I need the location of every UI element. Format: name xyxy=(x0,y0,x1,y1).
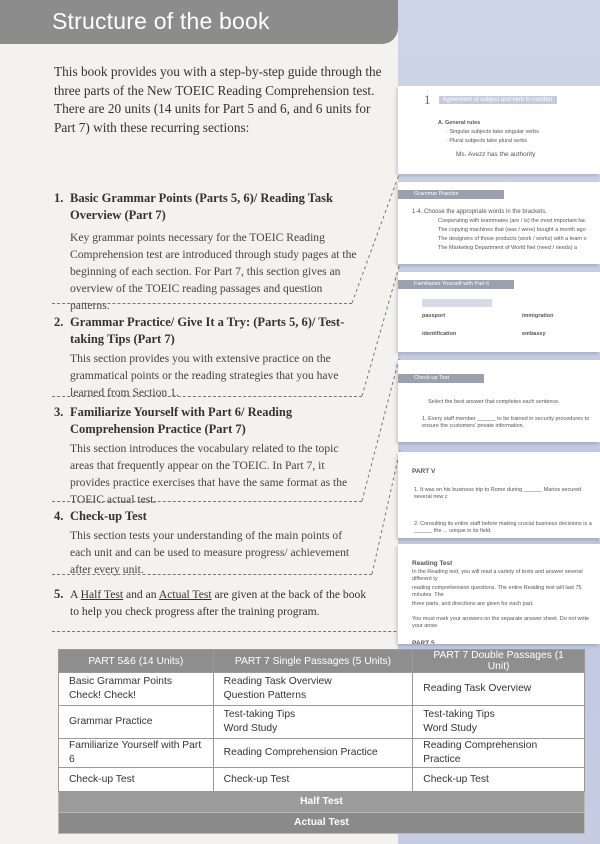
thumb-bar: Check-up Test xyxy=(398,374,484,383)
thumb-text: three parts, and directions are given for each part. xyxy=(412,601,534,607)
table-header: PART 5&6 (14 Units) xyxy=(59,650,214,673)
thumb-text: 1. Every staff member ______ to be trained in security procedures to ensure the customers' private information. xyxy=(422,416,590,429)
thumbnail-half-test xyxy=(398,452,600,538)
thumb-text: · Plural subjects take plural verbs xyxy=(446,138,528,144)
thumb-text: 1. It was on his business trip to Rome during ______ Marios secured several new c xyxy=(414,487,582,500)
table-cell: Reading Comprehension Practice xyxy=(413,739,585,768)
table-row-half-test xyxy=(59,792,585,813)
table-cell: Check-up Test xyxy=(213,768,413,792)
thumbnail-familiarize xyxy=(398,272,600,352)
table-cell: Reading Comprehension Practice xyxy=(213,739,413,768)
thumb-unit-number: 1 xyxy=(424,92,431,107)
intro-paragraph: This book provides you with a step-by-step guide through the three parts of the New TOEIC Reading Comprehension test. There are 20 units (14 units for Part 5 and 6, and 6 units for Part 7) with these recurring sections: xyxy=(54,64,382,135)
section-heading: Familiarize Yourself with Part 6/ Reading Comprehension Practice (Part 7) xyxy=(70,405,293,436)
table-cell: Check-up Test xyxy=(59,768,214,792)
section-heading: Basic Grammar Points (Parts 5, 6)/ Reading Task Overview (Part 7) xyxy=(70,191,333,222)
table-cell: Familiarize Yourself with Part 6 xyxy=(59,739,214,768)
thumb-heading: Agreement of subject and verb in number xyxy=(439,96,557,104)
thumb-text: Select the best answer that completes each sentence. xyxy=(428,399,560,405)
thumb-text: In the Reading test, you will read a variety of texts and answer several different ty xyxy=(412,569,583,582)
connector-line xyxy=(362,263,400,396)
table-row xyxy=(59,768,585,792)
thumb-text: 2. Consulting its entire staff before making crucial business decisions is a ______ the ... unique in its field. xyxy=(414,521,592,534)
section-body: This section introduces the vocabulary related to the topic areas that frequently appear on the TOEIC. In Part 7, it provides practice exercises that have the same format as the TOEIC actual test. xyxy=(70,442,348,506)
section-body: Key grammar points necessary for the TOEIC Reading Comprehension test are introduced through study pages at the beginning of each section. For Part 7, this section gives an overview of the TOEIC reading passages and question patterns. xyxy=(70,231,357,312)
actual-test-cell: Actual Test xyxy=(59,813,585,834)
thumbnail-checkup xyxy=(398,360,600,442)
table-header: PART 7 Double Passages (1 Unit) xyxy=(413,650,585,673)
structure-table xyxy=(58,649,585,834)
section-number: 1. xyxy=(54,191,64,205)
thumb-text: You must mark your answers on the separate answer sheet. Do not write your answ xyxy=(412,616,590,629)
table-row-actual-test xyxy=(59,813,585,834)
thumb-bar: Familiarize Yourself with Part 6 xyxy=(398,280,514,289)
table-row xyxy=(59,673,585,706)
section-number: 3. xyxy=(54,405,64,419)
thumbnail-grammar-practice xyxy=(398,182,600,264)
thumbnail-actual-test xyxy=(398,544,600,644)
section-heading: Check-up Test xyxy=(70,509,147,523)
section-number: 2. xyxy=(54,315,64,329)
table-cell: Check-up Test xyxy=(413,768,585,792)
connector-line xyxy=(372,450,400,574)
thumb-text: · Singular subjects take singular verbs xyxy=(446,129,539,135)
connector-line xyxy=(352,172,400,303)
note-part: and an xyxy=(123,588,159,601)
half-test-cell: Half Test xyxy=(59,792,585,813)
thumb-heading: PART 5 xyxy=(412,640,435,644)
section-number: 5. xyxy=(54,587,64,601)
table-cell: Test-taking Tips Word Study xyxy=(413,706,585,739)
table-cell: Basic Grammar Points Check! Check! xyxy=(59,673,214,706)
thumb-text: Ms. Avezz has the authority xyxy=(456,151,536,158)
section-body: This section tests your understanding of the main points of each unit and can be used to measure progress/ achievement after every unit. xyxy=(70,529,350,576)
thumb-text: 1-4. Choose the appropriate words in the brackets. xyxy=(412,209,547,215)
note-half-test: Half Test xyxy=(80,588,124,601)
table-cell: Test-taking Tips Word Study xyxy=(213,706,413,739)
thumb-text: The Marketing Department of World Net (need / needs) a xyxy=(438,245,577,251)
thumb-bar: Grammar Practice xyxy=(398,190,504,199)
section-number: 4. xyxy=(54,509,64,523)
table-header: PART 7 Single Passages (5 Units) xyxy=(213,650,413,673)
note-part: are given at the back of the book to help you check progress after the training program. xyxy=(70,588,367,618)
table-cell: Reading Task Overview xyxy=(413,673,585,706)
page-title: Structure of the book xyxy=(52,8,270,34)
thumb-word: immigration xyxy=(522,313,554,319)
thumb-text: reading comprehension questions. The entire Reading test will last 75 minutes. The xyxy=(412,585,582,598)
thumb-label-box xyxy=(422,299,492,307)
note-actual-test: Actual Test xyxy=(158,588,212,601)
thumb-text: The designers of those products (work / works) with a team o xyxy=(438,236,587,242)
thumb-word: embassy xyxy=(522,331,546,337)
thumb-text: Cooperating with teammates (are / is) the most important fac xyxy=(438,218,586,224)
thumb-text: The copying machines that (was / were) bought a month ago xyxy=(438,227,586,233)
note-part: A xyxy=(70,588,81,601)
section-heading: Grammar Practice/ Give It a Try: (Parts 5, 6)/ Test-taking Tips (Part 7) xyxy=(70,315,345,346)
table-header-row xyxy=(59,650,585,673)
table-row xyxy=(59,739,585,768)
table-cell: Grammar Practice xyxy=(59,706,214,739)
thumb-word: identification xyxy=(422,331,457,337)
thumb-text: A. General rules xyxy=(438,120,481,126)
table-row xyxy=(59,706,585,739)
thumbnail-grammar-points xyxy=(398,86,600,174)
thumb-heading: Reading Test xyxy=(412,560,453,567)
section-body: This section provides you with extensive practice on the grammatical points or the reading strategies that you have learned from Section 1. xyxy=(70,352,339,399)
thumb-heading: PART V xyxy=(412,468,436,475)
thumb-word: passport xyxy=(422,313,446,319)
table-cell: Reading Task Overview Question Patterns xyxy=(213,673,413,706)
